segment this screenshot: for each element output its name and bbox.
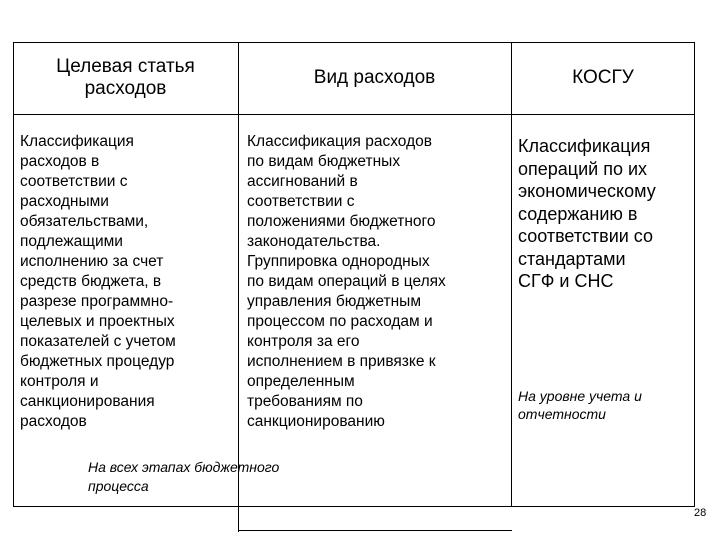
- cell-target-article-description: Классификация расходов в соответствии с расходными обязательствами, подлежащими исполнению за счет средств бюджета, в разрезе программно- целевых и проектных показателей с учетом бюджетных процедур контроля и санкционирования расходов: [20, 133, 176, 430]
- header-kosgu: КОСГУ: [572, 67, 634, 88]
- header-target-article: Целевая статья расходов: [56, 56, 195, 99]
- page-number: 28: [694, 507, 707, 519]
- header-divider: [13, 114, 695, 115]
- header-expense-type: Вид расходов: [313, 67, 436, 88]
- cell-expense-type-description: Классификация расходов по видам бюджетных ассигнований в соответствии с положениями бюджетного законодательства. Группировка однородных по видам операций в целях управления бюджетным процессом по расходам и контроля за его исполнением в привязке к определенным требованиям по санкционированию: [247, 133, 446, 430]
- column-2-bottom-border: [238, 530, 512, 531]
- footnote-budget-stages: На всех этапах бюджетного процесса: [88, 459, 280, 494]
- cell-kosgu-description: Классификация операций по их экономическому содержанию в соответствии со стандартами СГФ и СНС: [518, 136, 656, 291]
- cell-kosgu-note: На уровне учета и отчетности: [518, 388, 642, 422]
